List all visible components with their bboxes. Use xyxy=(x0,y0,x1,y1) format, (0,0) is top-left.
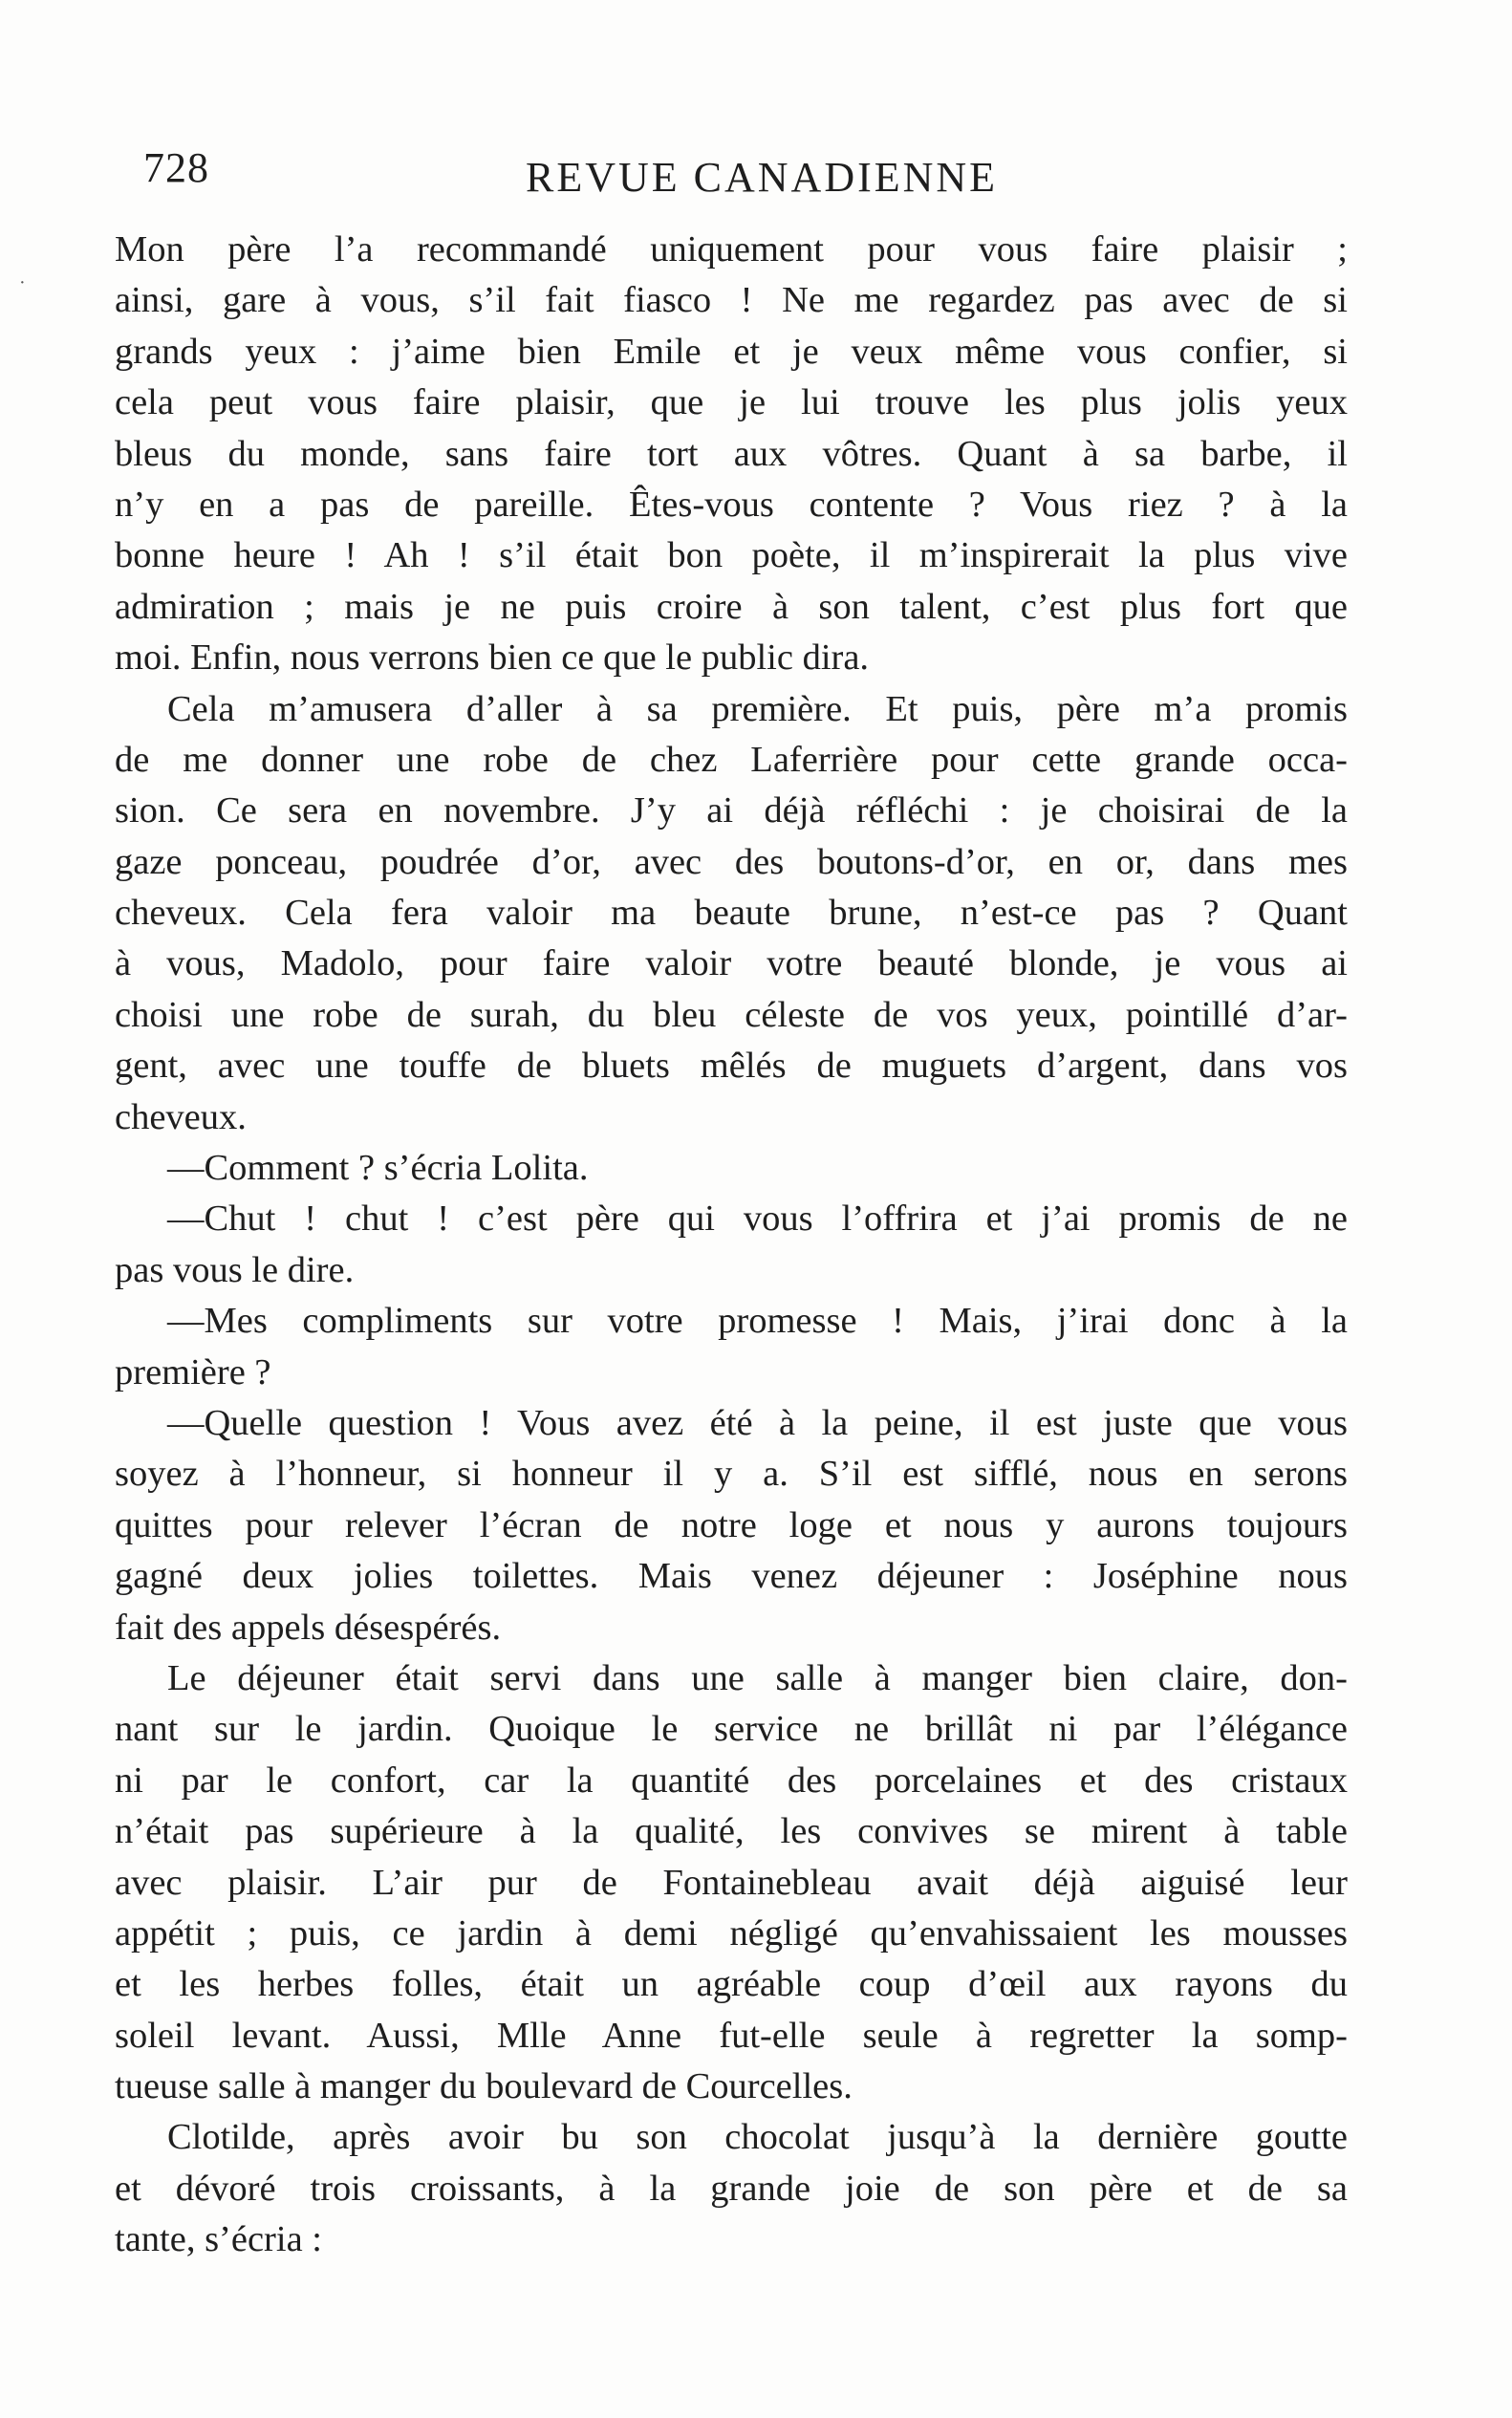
text-line: sion. Ce sera en novembre. J’y ai déjà réfléchi : je choisirai de la xyxy=(115,790,1348,831)
text-line: quittes pour relever l’écran de notre loge et nous y aurons toujours xyxy=(115,1504,1348,1545)
text-line: grands yeux : j’aime bien Emile et je veux même vous confier, si xyxy=(115,331,1348,372)
text-line: nant sur le jardin. Quoique le service ne brillât ni par l’élégance xyxy=(115,1709,1348,1750)
running-head: REVUE CANADIENNE xyxy=(526,154,999,201)
text-line: Le déjeuner était servi dans une salle à manger bien claire, don- xyxy=(167,1657,1348,1698)
text-line: bonne heure ! Ah ! s’il était bon poète, il m’inspirerait la plus vive xyxy=(115,535,1348,576)
text-line: bleus du monde, sans faire tort aux vôtres. Quant à sa barbe, il xyxy=(115,433,1348,474)
page-header xyxy=(143,143,1357,210)
text-line: et dévoré trois croissants, à la grande joie de son père et de sa xyxy=(115,2168,1348,2209)
text-line: avec plaisir. L’air pur de Fontainebleau avait déjà aiguisé leur xyxy=(115,1862,1348,1903)
text-line: cheveux. Cela fera valoir ma beaute brune, n’est-ce pas ? Quant xyxy=(115,893,1348,934)
text-line: cheveux. xyxy=(115,1096,247,1137)
text-line: admiration ; mais je ne puis croire à son talent, c’est plus fort que xyxy=(115,586,1348,627)
text-line: pas vous le dire. xyxy=(115,1249,355,1290)
text-line: tueuse salle à manger du boulevard de Courcelles. xyxy=(115,2066,853,2107)
text-line: première ? xyxy=(115,1351,271,1393)
text-line: ni par le confort, car la quantité des porcelaines et des cristaux xyxy=(115,1760,1348,1801)
text-line: gagné deux jolies toilettes. Mais venez déjeuner : Joséphine nous xyxy=(115,1556,1348,1597)
text-line: —Mes compliments sur votre promesse ! Mais, j’irai donc à la xyxy=(167,1301,1348,1342)
text-line: Clotilde, après avoir bu son chocolat jusqu’à la dernière goutte xyxy=(167,2117,1348,2158)
text-line: de me donner une robe de chez Laferrière pour cette grande occa- xyxy=(115,739,1348,780)
text-line: ainsi, gare à vous, s’il fait fiasco ! Ne me regardez pas avec de si xyxy=(115,280,1348,321)
text-line: gaze ponceau, poudrée d’or, avec des boutons-d’or, en or, dans mes xyxy=(115,841,1348,882)
text-line: Cela m’amusera d’aller à sa première. Et puis, père m’a promis xyxy=(167,688,1348,729)
text-line: Mon père l’a recommandé uniquement pour vous faire plaisir ; xyxy=(115,229,1348,270)
text-line: choisi une robe de surah, du bleu céleste de vos yeux, pointillé d’ar- xyxy=(115,994,1348,1035)
page-number: 728 xyxy=(143,144,209,191)
text-line: soyez à l’honneur, si honneur il y a. S’il est sifflé, nous en serons xyxy=(115,1454,1348,1495)
text-line: tante, s’écria : xyxy=(115,2219,322,2260)
text-line: n’était pas supérieure à la qualité, les convives se mirent à table xyxy=(115,1811,1348,1852)
text-line: soleil levant. Aussi, Mlle Anne fut-elle seule à regretter la somp- xyxy=(115,2015,1348,2056)
text-line: appétit ; puis, ce jardin à demi négligé qu’envahissaient les mousses xyxy=(115,1912,1348,1954)
text-line: moi. Enfin, nous verrons bien ce que le public dira. xyxy=(115,637,870,679)
text-line: cela peut vous faire plaisir, que je lui trouve les plus jolis yeux xyxy=(115,382,1348,423)
margin-speck: · xyxy=(19,272,26,293)
text-line: —Quelle question ! Vous avez été à la peine, il est juste que vous xyxy=(167,1402,1348,1443)
text-line: —Comment ? s’écria Lolita. xyxy=(167,1148,589,1189)
text-line: fait des appels désespérés. xyxy=(115,1607,502,1648)
body-text xyxy=(115,225,1348,2266)
text-line: à vous, Madolo, pour faire valoir votre beauté blonde, je vous ai xyxy=(115,943,1348,984)
text-line: et les herbes folles, était un agréable coup d’œil aux rayons du xyxy=(115,1964,1348,2005)
text-line: gent, avec une touffe de bluets mêlés de muguets d’argent, dans vos xyxy=(115,1046,1348,1087)
text-line: n’y en a pas de pareille. Êtes-vous contente ? Vous riez ? à la xyxy=(115,484,1348,525)
text-line: —Chut ! chut ! c’est père qui vous l’offrira et j’ai promis de ne xyxy=(167,1198,1348,1240)
